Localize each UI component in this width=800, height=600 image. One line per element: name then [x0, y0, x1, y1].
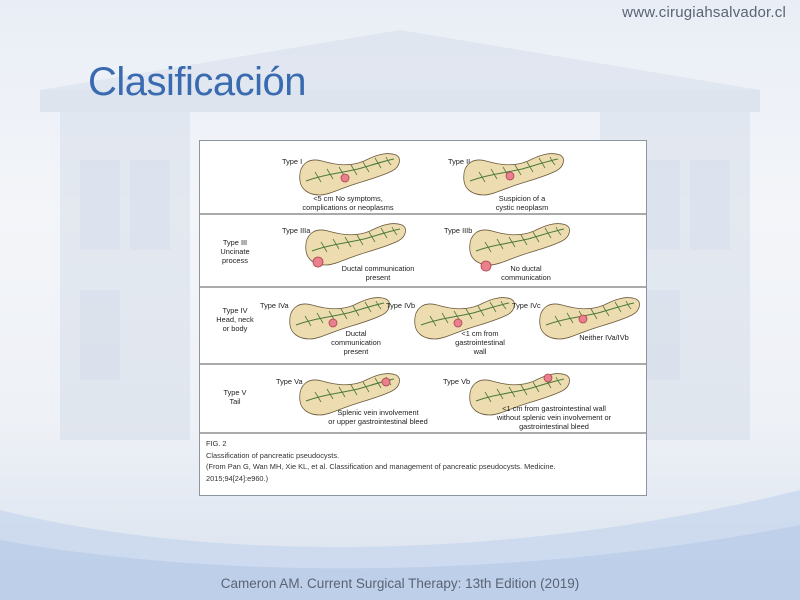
pseudocyst-classification-figure: [199, 140, 647, 496]
row-label: Head, neck: [216, 315, 254, 324]
row-label: Type IV: [222, 306, 248, 315]
type-description: <5 cm No symptoms,: [313, 194, 383, 203]
type-description: without splenic vein involvement or: [496, 413, 612, 422]
type-description: Splenic vein involvement: [337, 408, 419, 417]
type-description: <1 cm from gastrointestinal wall: [502, 404, 606, 413]
type-description: Ductal: [345, 329, 367, 338]
figure-number: FIG. 2: [206, 439, 227, 448]
cyst-marker: [579, 315, 587, 323]
slide-title: Clasificación: [88, 60, 307, 104]
cyst-marker: [481, 261, 491, 271]
type-label: Type II: [448, 157, 471, 166]
type-label: Type Va: [276, 377, 303, 386]
type-label: Type IVc: [512, 301, 541, 310]
cyst-marker: [382, 378, 390, 386]
type-description: gastrointestinal bleed: [519, 422, 589, 431]
type-label: Type Vb: [443, 377, 471, 386]
type-description: communication: [501, 273, 551, 282]
type-description: gastrointestinal: [455, 338, 505, 347]
figure-source: 2015;94[24]:e960.): [206, 473, 269, 483]
cyst-marker: [313, 257, 323, 267]
type-description: present: [343, 347, 369, 356]
cyst-marker: [506, 172, 514, 180]
type-description: <1 cm from: [461, 329, 499, 338]
row-label: Uncinate: [220, 247, 250, 256]
figure-source: (From Pan G, Wan MH, Xie KL, et al. Classification and management of pancreatic pseudocysts. Medicine.: [206, 462, 556, 471]
type-description: or upper gastrointestinal bleed: [328, 417, 428, 426]
type-description: Suspicion of a: [498, 194, 546, 203]
row-label: Type V: [223, 388, 247, 397]
site-url[interactable]: www.cirugiahsalvador.cl: [622, 4, 786, 21]
figure-title: Classification of pancreatic pseudocysts.: [206, 450, 340, 460]
cyst-marker: [341, 174, 349, 182]
type-description: communication: [331, 338, 381, 347]
type-description: Ductal communication: [341, 264, 415, 273]
type-label: Type IVa: [260, 301, 289, 310]
row-label: Tail: [229, 397, 241, 406]
type-label: Type IVb: [386, 301, 416, 310]
type-description: cystic neoplasm: [495, 203, 549, 212]
type-label: Type I: [282, 157, 303, 166]
type-description: Neither IVa/IVb: [579, 333, 629, 342]
type-label: Type IIIb: [444, 226, 473, 235]
type-label: Type IIIa: [282, 226, 311, 235]
cyst-marker: [454, 319, 462, 327]
type-description: No ductal: [510, 264, 542, 273]
cyst-marker: [544, 374, 552, 382]
row-label: process: [222, 256, 248, 265]
row-label: or body: [222, 324, 248, 333]
footer-citation: Cameron AM. Current Surgical Therapy: 13th Edition (2019): [220, 576, 580, 591]
type-description: wall: [473, 347, 487, 356]
type-description: present: [365, 273, 391, 282]
row-label: Type III: [222, 238, 248, 247]
type-description: complications or neoplasms: [302, 203, 394, 212]
cyst-marker: [329, 319, 337, 327]
